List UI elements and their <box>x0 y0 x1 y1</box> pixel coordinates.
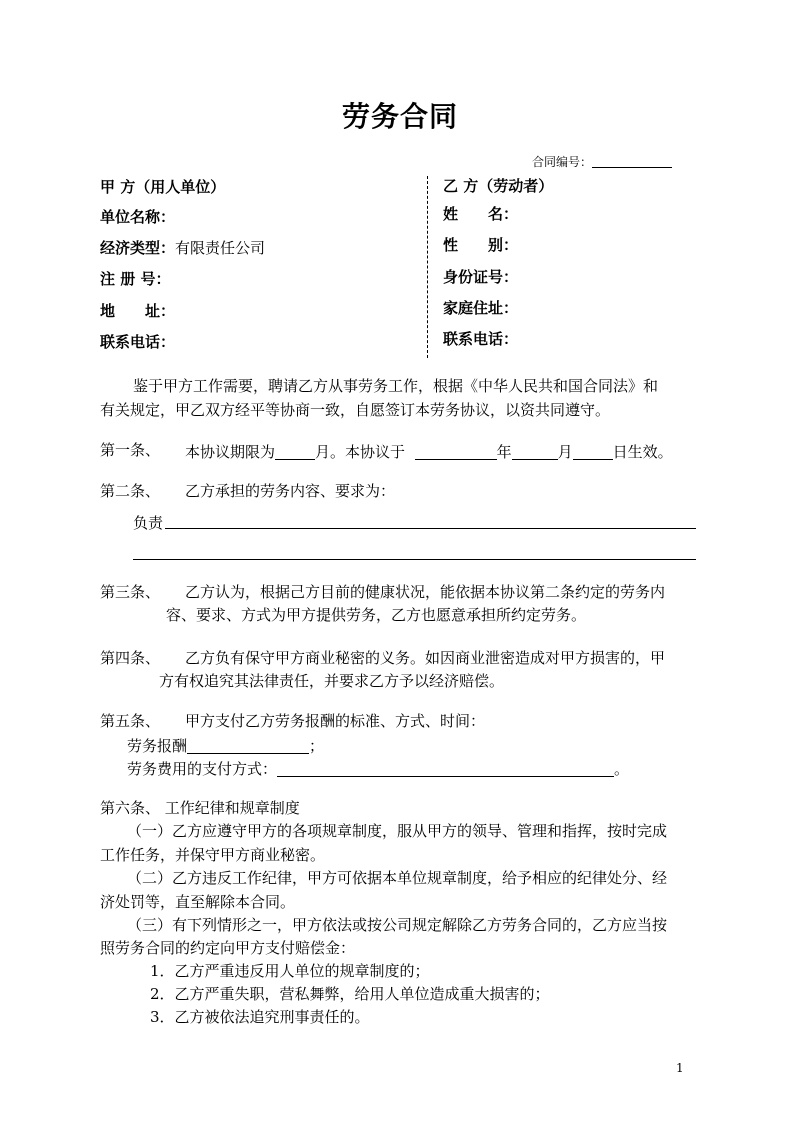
party-a-unit-name: 单位名称： <box>100 208 176 226</box>
party-a-reg-no: 注 册 号： <box>100 270 171 288</box>
start-day-blank[interactable] <box>573 443 613 460</box>
article-6-heading: 第六条、 工作纪律和规章制度 <box>100 799 300 817</box>
article-2-label: 第二条、 <box>100 482 161 500</box>
article-3-label: 第三条、 <box>100 583 161 601</box>
article-3-line-1: 乙方认为，根据己方目前的健康状况，能依据本协议第二条约定的劳务内 <box>185 583 666 601</box>
article-3-line-2: 容、要求、方式为甲方提供劳务，乙方也愿意承担所约定劳务。 <box>166 606 587 624</box>
party-b-name: 姓 名： <box>443 205 519 223</box>
responsibility-line-2[interactable] <box>133 559 696 560</box>
article-6-p2-line-1: （二）乙方违反工作纪律，甲方可依据本单位规章制度，给予相应的纪律处分、经 <box>127 869 668 887</box>
payment-method-blank[interactable] <box>277 760 614 777</box>
party-a-econ-type: 经济类型：有限责任公司 <box>100 239 266 257</box>
article-5-text: 甲方支付乙方劳务报酬的标准、方式、时间： <box>185 712 486 730</box>
party-b-phone: 联系电话： <box>443 330 519 348</box>
responsibility-line-1[interactable] <box>165 528 696 529</box>
payment-amount-blank[interactable] <box>187 737 309 754</box>
article-5-label: 第五条、 <box>100 712 161 730</box>
article-4-label: 第四条、 <box>100 649 161 667</box>
start-month-blank[interactable] <box>512 443 558 460</box>
article-6-p3-line-2: 照劳务合同的约定向甲方支付赔偿金： <box>100 939 356 957</box>
party-b-id-no: 身份证号： <box>443 268 519 286</box>
party-a-phone: 联系电话： <box>100 333 176 351</box>
article-2-text: 乙方承担的劳务内容、要求为： <box>185 482 396 500</box>
article-6-p3-line-1: （三）有下列情形之一，甲方依法或按公司规定解除乙方劳务合同的，乙方应当按 <box>127 916 668 934</box>
article-6-item-3: 3．乙方被依法追究刑事责任的。 <box>150 1008 370 1026</box>
payment-row: 劳务报酬 ； <box>127 737 325 755</box>
article-4-line-2: 方有权追究其法律责任，并要求乙方予以经济赔偿。 <box>159 672 505 690</box>
party-b-heading: 乙 方（劳动者） <box>443 177 554 195</box>
article-1-label: 第一条、 <box>100 441 161 459</box>
article-6-item-2: 2．乙方严重失职，营私舞弊，给用人单位造成重大损害的； <box>150 985 550 1003</box>
preamble-line-1: 鉴于甲方工作需要，聘请乙方从事劳务工作，根据《中华人民共和国合同法》和 <box>133 377 659 395</box>
article-6-item-1: 1．乙方严重违反用人单位的规章制度的； <box>150 962 430 980</box>
article-6-p1-line-2: 工作任务，并保守甲方商业秘密。 <box>100 846 326 864</box>
document-title: 劳务合同 <box>341 100 458 133</box>
article-6-p1-line-1: （一）乙方应遵守甲方的各项规章制度，服从甲方的领导、管理和指挥，按时完成 <box>127 822 668 840</box>
responsibility-label: 负责 <box>133 514 164 532</box>
article-4-line-1: 乙方负有保守甲方商业秘密的义务。如因商业泄密造成对甲方损害的，甲 <box>185 649 666 667</box>
term-months-blank[interactable] <box>275 443 315 460</box>
contract-number-label: 合同编号： <box>532 154 672 168</box>
party-b-home-address: 家庭住址： <box>443 299 519 317</box>
party-b-gender: 性 别： <box>443 236 519 254</box>
party-a-address: 地 址： <box>100 302 176 320</box>
preamble-line-2: 有关规定，甲乙双方经平等协商一致，自愿签订本劳务协议，以资共同遵守。 <box>100 401 611 419</box>
party-a-heading: 甲 方（用人单位） <box>100 178 226 196</box>
page-number: 1 <box>676 1061 684 1075</box>
party-divider <box>427 176 428 358</box>
article-1-text: 本协议期限为 月。本协议于 年 月 日生效。 <box>185 443 673 461</box>
start-year-blank[interactable] <box>415 443 497 460</box>
article-6-p2-line-2: 济处罚等，直至解除本合同。 <box>100 893 296 911</box>
contract-number-blank[interactable] <box>592 154 672 168</box>
payment-method-row: 劳务费用的支付方式： 。 <box>127 760 630 778</box>
